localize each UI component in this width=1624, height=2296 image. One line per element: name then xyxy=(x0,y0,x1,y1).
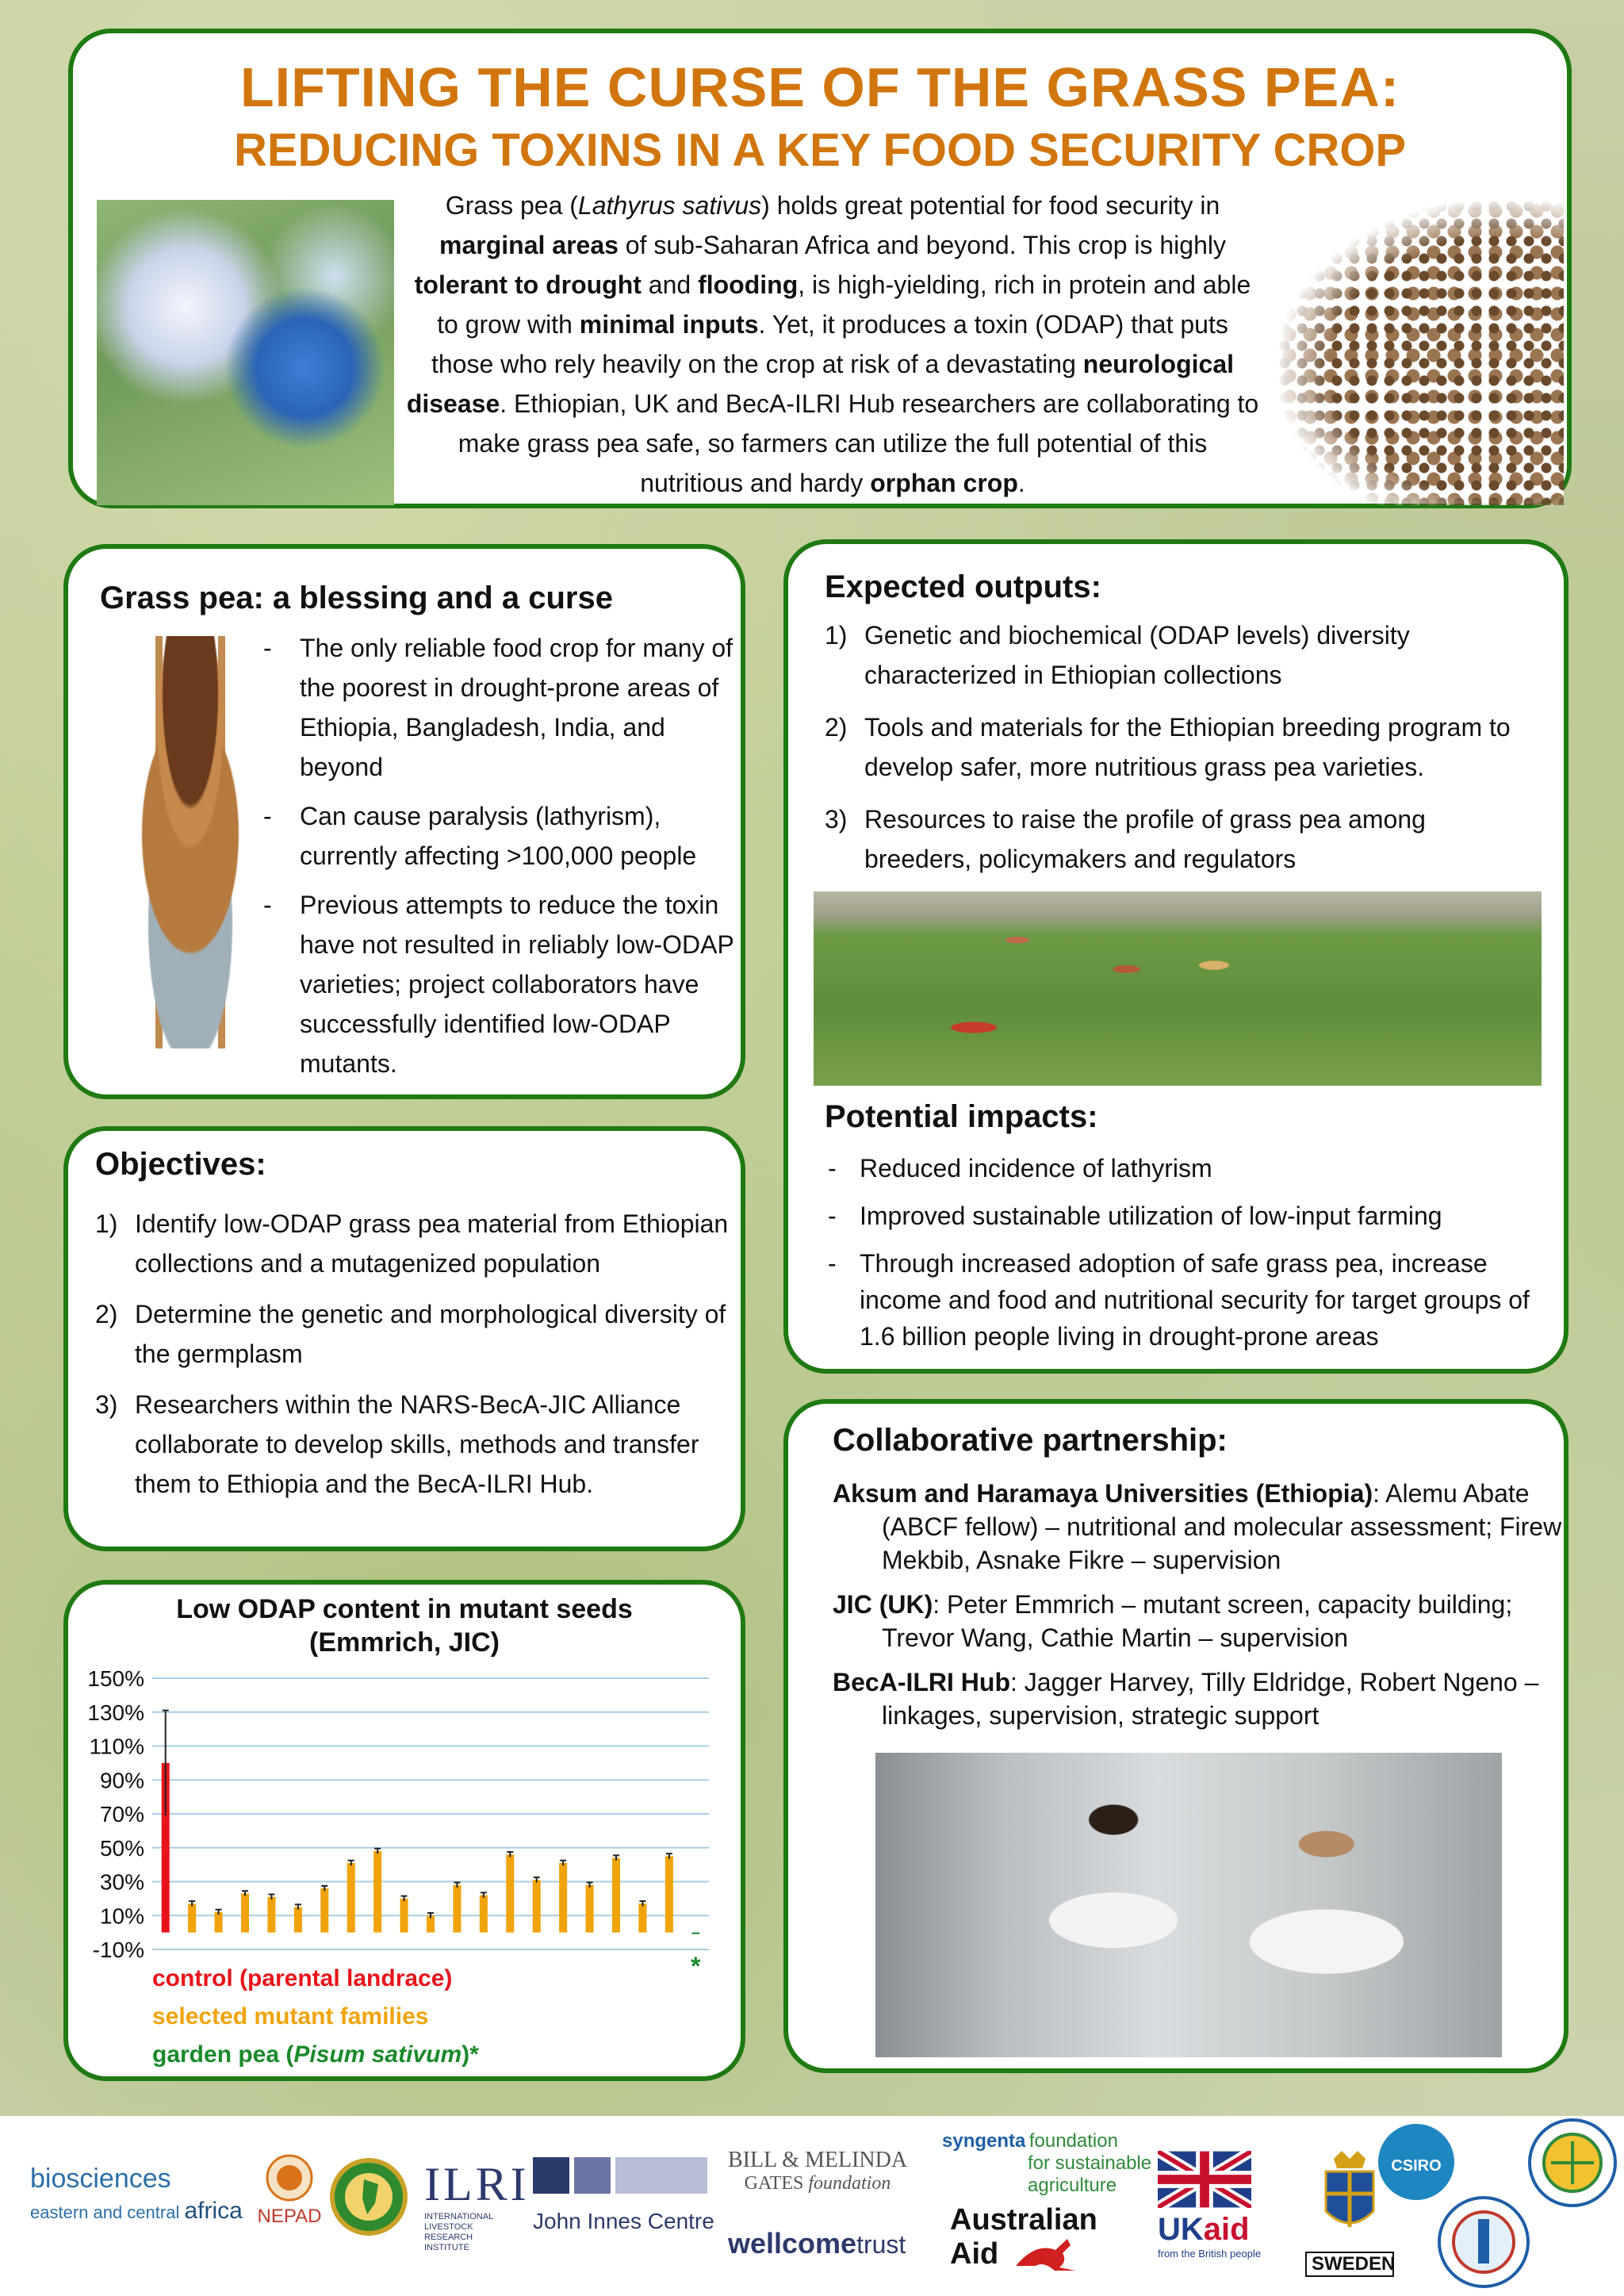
list-item: 1) Genetic and biochemical (ODAP levels) diversity characterized in Ethiopian collections xyxy=(825,621,1410,689)
list-item: - The only reliable food crop for many of the poorest in drought-prone areas of Ethiopia, Bangladesh, India, and beyond xyxy=(259,628,734,787)
objectives-heading: Objectives: xyxy=(95,1147,266,1182)
aksum-university-logo xyxy=(1437,2195,1530,2293)
odap-bar-chart xyxy=(68,1585,741,2076)
list-item: 2) Determine the genetic and morphological diversity of the germplasm xyxy=(95,1300,726,1368)
chart-bar xyxy=(506,1854,514,1932)
y-tick-label: 10% xyxy=(99,1903,144,1929)
lab-researchers-photo xyxy=(875,1753,1502,2057)
y-tick-label: 50% xyxy=(99,1835,144,1861)
haramaya-university-logo xyxy=(1527,2118,1618,2212)
haramaya-seal-icon xyxy=(1527,2118,1618,2208)
list-item: - Previous attempts to reduce the toxin have not resulted in reliably low-ODAP varieties; project collaborators have successfully identified low-ODAP mutants. xyxy=(259,885,734,1083)
chart-bar xyxy=(294,1907,302,1933)
csiro-logo: CSIRO xyxy=(1378,2124,1454,2200)
partner-entry: JIC (UK): Peter Emmrich – mutant screen, capacity building; Trevor Wang, Cathie Martin – supervision xyxy=(833,1590,1513,1652)
sweden-logo: SWEDEN xyxy=(1305,2148,1394,2277)
partner-entry: BecA-ILRI Hub: Jagger Harvey, Tilly Eldridge, Robert Ngeno – linkages, supervision, strategic support xyxy=(833,1668,1539,1730)
african-union-emblem-icon xyxy=(329,2157,408,2237)
header-panel xyxy=(68,29,1572,508)
union-jack-icon xyxy=(1158,2151,1251,2208)
chart-title: Low ODAP content in mutant seeds xyxy=(176,1594,633,1624)
legend-mutants: selected mutant families xyxy=(152,2003,429,2030)
ukaid-logo: UKaid from the British people xyxy=(1158,2151,1261,2260)
impacts-list xyxy=(825,1150,1546,1366)
chart-bar xyxy=(267,1897,275,1933)
collab-panel xyxy=(783,1399,1568,2073)
blessing-heading: Grass pea: a blessing and a curse xyxy=(100,581,613,615)
chart-bar xyxy=(586,1885,594,1933)
chart-bar xyxy=(188,1903,196,1932)
nepad-emblem-icon xyxy=(262,2154,317,2202)
y-tick-label: -10% xyxy=(92,1938,144,1962)
chart-bar xyxy=(533,1880,541,1932)
jic-blocks-icon xyxy=(533,2157,707,2205)
list-item: 3) Researchers within the NARS-BecA-JIC Alliance collaborate to develop skills, methods and transfer them to Ethiopia and the BecA-ILRI Hub. xyxy=(95,1390,699,1498)
chart-bar xyxy=(373,1851,381,1933)
syngenta-foundation-logo: syngenta foundation for sustainable agriculture xyxy=(942,2130,1152,2196)
african-union-logo xyxy=(329,2157,408,2240)
objectives-panel xyxy=(63,1126,745,1551)
kangaroo-icon xyxy=(1012,2234,1091,2274)
partners-list xyxy=(833,1477,1562,1743)
legend-control: control (parental landrace) xyxy=(152,1965,453,1991)
australian-aid-logo: Australian Aid xyxy=(950,2203,1097,2271)
nepad-logo: NEPAD xyxy=(250,2154,329,2228)
list-item: 2) Tools and materials for the Ethiopian breeding program to develop safer, more nutritious grass pea varieties. xyxy=(825,713,1511,781)
y-tick-label: 130% xyxy=(87,1700,144,1725)
outputs-panel xyxy=(783,539,1568,1374)
chart-bar xyxy=(691,1933,699,1934)
biosciences-logo: biosciences eastern and central africa xyxy=(30,2164,243,2224)
list-item: - Can cause paralysis (lathyrism), currently affecting >100,000 people xyxy=(259,796,734,876)
outputs-heading: Expected outputs: xyxy=(825,569,1101,604)
chart-bar xyxy=(559,1863,567,1933)
intro-paragraph: Grass pea (Lathyrus sativus) holds great potential for food security in marginal areas of sub-Saharan Africa and beyond. This crop is highly tolerant to drought and flooding, is high-yielding, rich in protein and able to grow with minimal inputs. Yet, it produces a toxin (ODAP) that puts those who rely heavily on the crop at risk of a devastating neurological disease. Ethiopian, UK and BecA-ILRI Hub researchers are collaborating to make grass pea safe, so farmers can utilize the full potential of this nutritious and hardy orphan crop. xyxy=(406,191,1259,497)
poster-subtitle: REDUCING TOXINS IN A KEY FOOD SECURITY CROP xyxy=(233,125,1407,176)
list-item: 1) Identify low-ODAP grass pea material from Ethiopian collections and a mutagenized population xyxy=(95,1209,729,1278)
impacts-heading: Potential impacts: xyxy=(825,1099,1098,1134)
gates-foundation-logo: BILL & MELINDA GATES foundation xyxy=(728,2148,908,2194)
ilri-logo: ILRI INTERNATIONAL LIVESTOCK RESEARCH INSTITUTE xyxy=(424,2158,530,2252)
chart-bar xyxy=(453,1885,461,1933)
objectives-list xyxy=(95,1204,730,1515)
y-tick-label: 110% xyxy=(89,1734,144,1759)
y-tick-label: 70% xyxy=(99,1802,144,1826)
chart-bar xyxy=(320,1888,328,1933)
list-item: - Through increased adoption of safe grass pea, increase income and food and nutritional security for target groups of 1.6 billion people living in drought-prone areas xyxy=(825,1245,1546,1355)
lathyrism-child-illustration xyxy=(103,636,278,1048)
list-item: - Improved sustainable utilization of low-input farming xyxy=(825,1198,1546,1234)
blessing-panel xyxy=(63,544,745,1099)
y-tick-label: 150% xyxy=(87,1666,144,1691)
partner-entry: Aksum and Haramaya Universities (Ethiopia): Alemu Abate (ABCF fellow) – nutritional and molecular assessment; Firew Mekbib, Asnake Fikre – supervision xyxy=(833,1479,1562,1574)
chart-bar xyxy=(347,1863,355,1933)
chart-bar xyxy=(400,1899,408,1933)
poster-title: LIFTING THE CURSE OF THE GRASS PEA: xyxy=(239,56,1400,118)
wellcome-trust-logo: wellcometrust xyxy=(728,2227,906,2260)
sponsor-logo-strip xyxy=(0,2116,1624,2296)
chart-bar xyxy=(638,1903,646,1932)
list-item: - Reduced incidence of lathyrism xyxy=(825,1150,1546,1186)
collab-heading: Collaborative partnership: xyxy=(833,1423,1228,1458)
chart-bar xyxy=(665,1856,673,1932)
blessing-list xyxy=(259,628,734,1093)
garden-pea-asterisk: * xyxy=(691,1952,701,1980)
grass-pea-flower-image xyxy=(97,200,394,505)
legend-garden-pea: garden pea (Pisum sativum)* xyxy=(152,2041,479,2068)
chart-panel xyxy=(63,1580,745,2081)
john-innes-centre-logo: John Innes Centre xyxy=(533,2157,714,2234)
y-tick-label: 90% xyxy=(99,1768,144,1793)
y-tick-label: 30% xyxy=(99,1869,144,1895)
chart-bar xyxy=(612,1858,620,1933)
outputs-list xyxy=(825,615,1538,891)
chart-title: (Emmrich, JIC) xyxy=(309,1627,500,1658)
list-item: 3) Resources to raise the profile of grass pea among breeders, policymakers and regulators xyxy=(825,805,1426,873)
chart-bar xyxy=(241,1893,249,1932)
swedish-crest-icon xyxy=(1318,2148,1381,2251)
chart-bar xyxy=(215,1912,223,1933)
chart-bar xyxy=(480,1895,488,1933)
grass-pea-seeds-image xyxy=(1278,200,1564,505)
aksum-seal-icon xyxy=(1437,2195,1530,2289)
chart-bar xyxy=(427,1915,435,1932)
field-workers-photo xyxy=(814,891,1542,1086)
